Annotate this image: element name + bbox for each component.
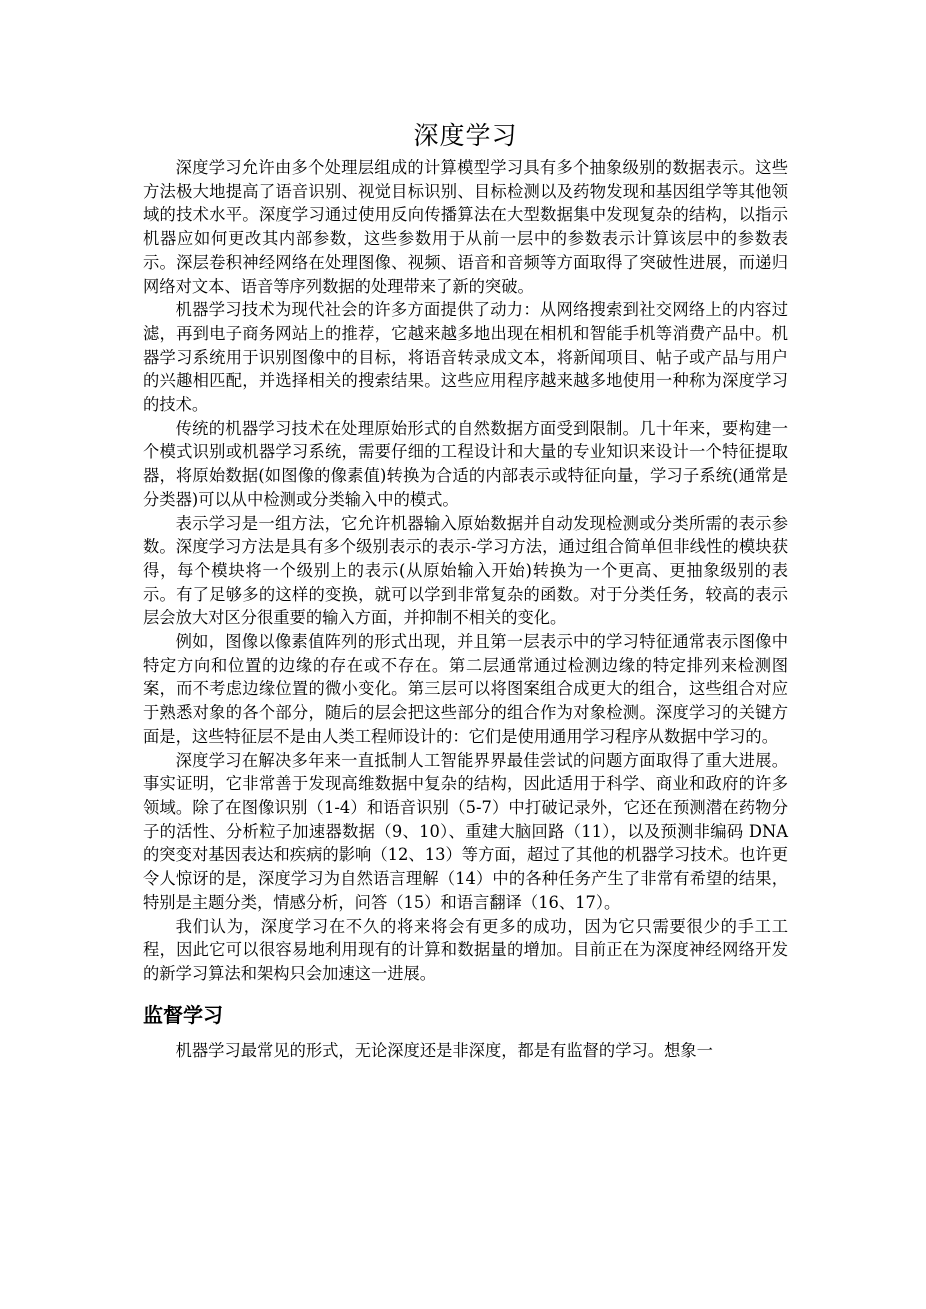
paragraph: 我们认为，深度学习在不久的将来将会有更多的成功，因为它只需要很少的手工工程，因此它可以很容易地利用现有的计算和数据量的增加。目前正在为深度神经网络开发的新学习算法和架构只会加速这一进展。 (143, 916, 788, 983)
paragraph: 机器学习最常见的形式，无论深度还是非深度，都是有监督的学习。想象一 (175, 1040, 713, 1060)
document-title: 深度学习 (413, 121, 518, 150)
section-heading: 监督学习 (143, 1002, 223, 1027)
paragraph: 深度学习在解决多年来一直抵制人工智能界界最佳尝试的问题方面取得了重大进展。事实证明，它非常善于发现高维数据中复杂的结构，因此适用于科学、商业和政府的许多领域。除了在图像识别（1-4）和语音识别（5-7）中打破记录外，它还在预测潜在药物分子的活性、分析粒子加速器数据（9、10）、重建大脑回路（11），以及预测非编码 DNA 的突变对基因表达和疾病的影响（12、13）等方面，超过了其他的机器学习技术。也许更令人惊讶的是，深度学习为自然语言理解（14）中的各种任务产生了非常有希望的结果，特别是主题分类，情感分析，问答（15）和语言翻译（16、17）。 (143, 750, 788, 912)
paragraph: 传统的机器学习技术在处理原始形式的自然数据方面受到限制。几十年来，要构建一个模式识别或机器学习系统，需要仔细的工程设计和大量的专业知识来设计一个特征提取器，将原始数据(如图像的像素值)转换为合适的内部表示或特征向量，学习子系统(通常是分类器)可以从中检测或分类输入中的模式。 (143, 418, 788, 509)
document-page (143, 118, 788, 1062)
paragraph: 机器学习技术为现代社会的许多方面提供了动力：从网络搜索到社交网络上的内容过滤，再到电子商务网站上的推荐，它越来越多地出现在相机和智能手机等消费产品中。机器学习系统用于识别图像中的目标，将语音转录成文本，将新闻项目、帖子或产品与用户的兴趣相匹配，并选择相关的搜索结果。这些应用程序越来越多地使用一种称为深度学习的技术。 (143, 300, 788, 415)
paragraph: 例如，图像以像素值阵列的形式出现，并且第一层表示中的学习特征通常表示图像中特定方向和位置的边缘的存在或不存在。第二层通常通过检测边缘的特定排列来检测图案，而不考虑边缘位置的微小变化。第三层可以将图案组合成更大的组合，这些组合对应于熟悉对象的各个部分，随后的层会把这些部分的组合作为对象检测。深度学习的关键方面是，这些特征层不是由人类工程师设计的：它们是使用通用学习程序从数据中学习的。 (143, 632, 788, 746)
paragraph: 深度学习允许由多个处理层组成的计算模型学习具有多个抽象级别的数据表示。这些方法极大地提高了语音识别、视觉目标识别、目标检测以及药物发现和基因组学等其他领域的技术水平。深度学习通过使用反向传播算法在大型数据集中发现复杂的结构，以指示机器应如何更改其内部参数，这些参数用于从前一层中的参数表示计算该层中的参数表示。深层卷积神经网络在处理图像、视频、语音和音频等方面取得了突破性进展，而递归网络对文本、语音等序列数据的处理带来了新的突破。 (143, 158, 788, 296)
paragraph: 表示学习是一组方法，它允许机器输入原始数据并自动发现检测或分类所需的表示参数。深度学习方法是具有多个级别表示的表示-学习方法，通过组合简单但非线性的模块获得，每个模块将一个级别上的表示(从原始输入开始)转换为一个更高、更抽象级别的表示。有了足够多的这样的变换，就可以学到非常复杂的函数。对于分类任务，较高的表示层会放大对区分很重要的输入方面，并抑制不相关的变化。 (143, 513, 788, 628)
